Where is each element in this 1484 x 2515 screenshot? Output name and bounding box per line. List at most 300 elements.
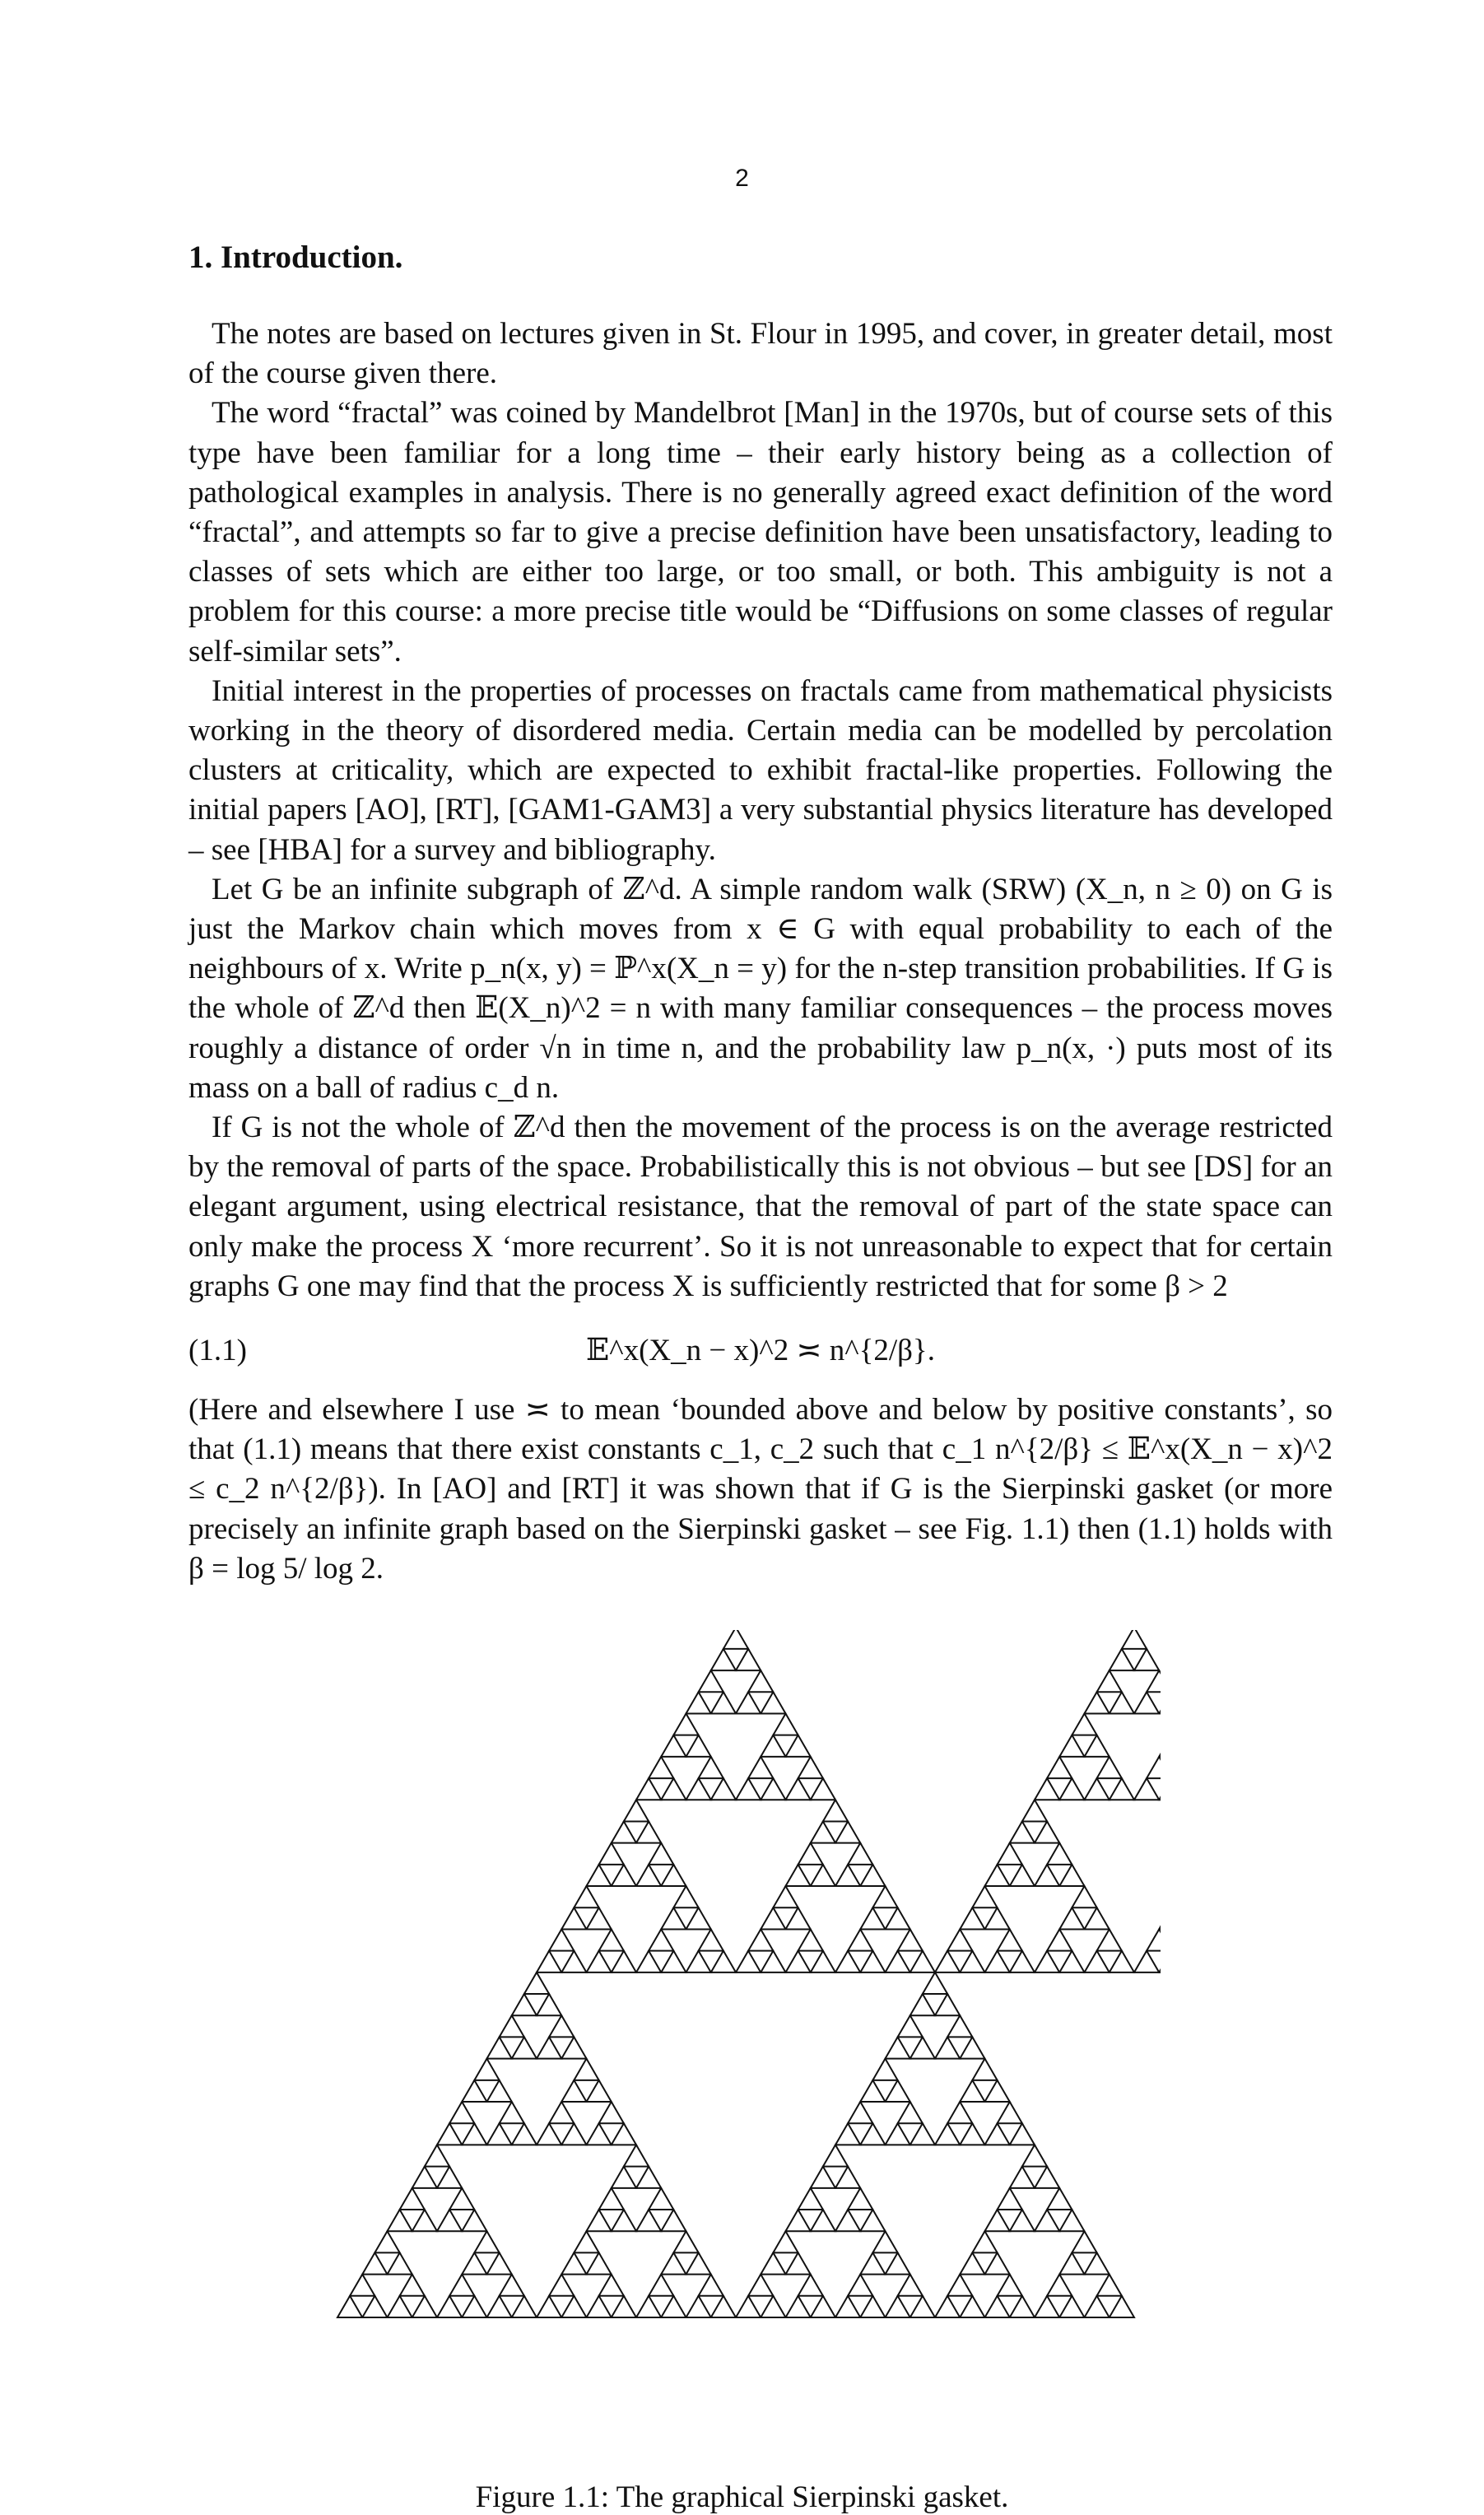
gasket-cell — [437, 2167, 462, 2188]
gasket-cell — [848, 2275, 872, 2296]
gasket-cell — [985, 1951, 1010, 1972]
gasket-cell — [487, 2123, 512, 2145]
gasket-cell — [985, 1865, 1010, 1886]
gasket-cell — [587, 1865, 612, 1886]
gasket-cell — [1097, 1670, 1122, 1692]
gasket-cell — [872, 1886, 897, 1907]
gasket-cell — [1085, 1735, 1110, 1757]
gasket-cell — [1035, 2210, 1059, 2231]
gasket-cell — [848, 1929, 872, 1950]
equation-label: (1.1) — [188, 1334, 247, 1368]
paragraph-after-equation: (Here and elsewhere I use ≍ to mean ‘bounded above and below by positive constants’, so that (1.1) means that there exist constants c_1, c_2 such that c_1 n^{2/β} ≤ 𝔼^x(X_n − x)^2 ≤ c_2 n^{2/β}). In [AO] and [RT] it was shown that if G is the Sierpinski gasket (or more precisely an infinite graph based on the Sierpinski gasket – see Fig. 1.1) then (1.1) holds with β = log 5/ log 2. — [188, 1393, 1333, 1586]
gasket-cell — [1047, 1843, 1072, 1865]
gasket-cell — [798, 2275, 823, 2296]
gasket-cell — [1035, 1778, 1059, 1800]
gasket-cell — [561, 1951, 586, 1972]
gasket-cell — [1035, 1951, 1059, 1972]
gasket-cell — [686, 1778, 711, 1800]
gasket-cell — [923, 1972, 947, 1994]
gasket-cell — [798, 1843, 823, 1865]
gasket-cell — [636, 1951, 661, 1972]
gasket-cell — [462, 2252, 486, 2274]
gasket-cell — [624, 2145, 649, 2166]
gasket-cell — [612, 1951, 636, 1972]
gasket-cell — [860, 2252, 885, 2274]
gasket-cell — [773, 1886, 798, 1907]
gasket-cell — [561, 2123, 586, 2145]
gasket-cell — [848, 2188, 872, 2210]
gasket-cell — [537, 2037, 561, 2058]
paragraph-1: The notes are based on lectures given in St. Flour in 1995, and cover, in greater detail, most of the course given there. — [188, 317, 1333, 391]
gasket-cell — [1134, 1649, 1159, 1670]
gasket-cell — [537, 2123, 561, 2145]
gasket-cell — [462, 2296, 486, 2317]
gasket-cell — [872, 2231, 897, 2252]
gasket-cell — [561, 2080, 586, 2102]
gasket-cell — [524, 1972, 549, 1994]
gasket-cell — [886, 1951, 910, 1972]
gasket-cell — [898, 2102, 923, 2123]
gasket-cell — [1085, 1951, 1110, 1972]
gasket-cell — [960, 2252, 984, 2274]
gasket-cell — [886, 2252, 910, 2274]
gasket-cell — [1035, 2296, 1059, 2317]
gasket-cell — [811, 1865, 835, 1886]
gasket-cell — [612, 2296, 636, 2317]
gasket-cell — [786, 1951, 811, 1972]
gasket-cell — [661, 1907, 686, 1929]
gasket-cell — [362, 2252, 387, 2274]
gasket-cell — [1134, 1692, 1159, 1713]
gasket-cell — [910, 2037, 935, 2058]
gasket-cell — [661, 2252, 686, 2274]
gasket-cell — [1110, 2296, 1134, 2317]
gasket-cell — [462, 2210, 486, 2231]
gasket-cell — [960, 1907, 984, 1929]
gasket-cell — [549, 2015, 574, 2037]
gasket-cell — [661, 1735, 686, 1757]
gasket-cell — [835, 1951, 860, 1972]
gasket-cell — [761, 1692, 785, 1713]
gasket-cell — [1010, 1865, 1035, 1886]
gasket-cell — [761, 1907, 785, 1929]
gasket-cell — [761, 2296, 785, 2317]
gasket-cell — [886, 2123, 910, 2145]
gasket-cell — [400, 2188, 425, 2210]
gasket-cell — [886, 2296, 910, 2317]
gasket-cell — [699, 1757, 723, 1778]
gasket-cell — [910, 1951, 935, 1972]
gasket-cell — [1110, 1692, 1134, 1713]
gasket-cell — [798, 1757, 823, 1778]
gasket-cell — [1072, 1713, 1096, 1735]
body-text — [188, 314, 1333, 1589]
gasket-cell — [599, 2102, 624, 2123]
gasket-cell — [935, 2296, 960, 2317]
gasket-cell — [860, 2080, 885, 2102]
gasket-cell — [612, 1821, 636, 1842]
gasket-cell — [686, 1951, 711, 1972]
gasket-cell — [1010, 2210, 1035, 2231]
gasket-cell — [1159, 1951, 1161, 1972]
gasket-cell — [985, 1907, 1010, 1929]
gasket-cell — [1122, 1630, 1147, 1649]
gasket-cell — [462, 2123, 486, 2145]
gasket-cell — [1022, 2145, 1047, 2166]
gasket-cell — [449, 2102, 474, 2123]
gasket-cell — [985, 2210, 1010, 2231]
gasket-cell — [673, 1713, 698, 1735]
gasket-cell — [736, 1649, 761, 1670]
gasket-cell — [811, 2167, 835, 2188]
gasket-cell — [1059, 1735, 1084, 1757]
gasket-cell — [374, 2231, 399, 2252]
gasket-cell — [910, 2123, 935, 2145]
gasket-cell — [512, 2296, 537, 2317]
gasket-cell — [686, 1692, 711, 1713]
gasket-cell — [761, 1951, 785, 1972]
gasket-cell — [500, 2015, 524, 2037]
gasket-cell — [1035, 2167, 1059, 2188]
gasket-cell — [487, 2037, 512, 2058]
gasket-cell — [673, 1886, 698, 1907]
gasket-cell — [786, 2296, 811, 2317]
gasket-cell — [860, 1865, 885, 1886]
gasket-cell — [748, 2275, 773, 2296]
gasket-cell — [1097, 1929, 1122, 1950]
gasket-cell — [910, 1994, 935, 2015]
gasket-cell — [686, 1907, 711, 1929]
gasket-cell — [462, 2080, 486, 2102]
gasket-cell — [835, 2210, 860, 2231]
gasket-cell — [661, 2210, 686, 2231]
gasket-cell — [437, 2123, 462, 2145]
gasket-cell — [412, 2296, 437, 2317]
gasket-cell — [636, 2210, 661, 2231]
gasket-cell — [599, 2275, 624, 2296]
gasket-cell — [960, 2037, 984, 2058]
gasket-cell — [649, 2275, 673, 2296]
section-heading — [188, 239, 402, 276]
gasket-cell — [636, 2167, 661, 2188]
figure-caption: Figure 1.1: The graphical Sierpinski gasket. — [475, 2480, 1009, 2514]
gasket-cell — [1085, 2252, 1110, 2274]
gasket-cell — [661, 1951, 686, 1972]
gasket-cell — [1010, 2123, 1035, 2145]
gasket-cell — [1097, 1757, 1122, 1778]
gasket-cell — [998, 2188, 1022, 2210]
gasket-cell — [736, 1692, 761, 1713]
gasket-cell — [1035, 1821, 1059, 1842]
gasket-cell — [711, 1951, 736, 1972]
gasket-cell — [337, 2296, 362, 2317]
gasket-cell — [574, 1886, 598, 1907]
gasket-cell — [935, 2037, 960, 2058]
gasket-cell — [711, 1778, 736, 1800]
gasket-cell — [661, 2296, 686, 2317]
gasket-cell — [811, 2210, 835, 2231]
gasket-cell — [1147, 1929, 1161, 1950]
gasket-cell — [823, 1800, 848, 1821]
gasket-cell — [1059, 2252, 1084, 2274]
gasket-cell — [425, 2145, 449, 2166]
paragraph-4: Let G be an infinite subgraph of ℤ^d. A simple random walk (SRW) (X_n, n ≥ 0) on G is just the Markov chain which moves from x ∈ G with equal probability to each of the neighbours of x. Write p_n(x, y) = ℙ^x(X_n = y) for the n-step transition probabilities. If G is the whole of ℤ^d then 𝔼(X_n)^2 = n with many familiar consequences – the process moves roughly a distance of order √n in time n, and the probability law p_n(x, ·) puts most of its mass on a ball of radius c_d n. — [188, 872, 1333, 1105]
gasket-cell — [612, 2123, 636, 2145]
gasket-cell — [587, 2252, 612, 2274]
gasket-cell — [388, 2252, 412, 2274]
equation-expression: 𝔼^x(X_n − x)^2 ≍ n^{2/β}. — [586, 1334, 935, 1368]
gasket-cell — [835, 1865, 860, 1886]
gasket-cell — [487, 2252, 512, 2274]
gasket-cell — [612, 1865, 636, 1886]
gasket-cell — [400, 2275, 425, 2296]
gasket-cell — [561, 2252, 586, 2274]
gasket-cell — [998, 1929, 1022, 1950]
gasket-cell — [1159, 1907, 1161, 1929]
gasket-cell — [998, 1843, 1022, 1865]
gasket-cell — [960, 2296, 984, 2317]
gasket-cell — [1072, 2231, 1096, 2252]
gasket-cell — [388, 2210, 412, 2231]
gasket-cell — [1085, 1778, 1110, 1800]
gasket-cell — [935, 2123, 960, 2145]
gasket-cell — [910, 2296, 935, 2317]
gasket-cell — [1159, 1692, 1161, 1713]
gasket-cell — [1022, 1800, 1047, 1821]
gasket-cell — [860, 1951, 885, 1972]
gasket-cell — [636, 2296, 661, 2317]
gasket-cell — [537, 2296, 561, 2317]
gasket-cell — [985, 2296, 1010, 2317]
gasket-cell — [998, 2275, 1022, 2296]
gasket-cell — [898, 2015, 923, 2037]
gasket-cell — [786, 1907, 811, 1929]
gasket-cell — [786, 2210, 811, 2231]
gasket-cell — [786, 1865, 811, 1886]
gasket-cell — [811, 1778, 835, 1800]
sierpinski-gasket-figure — [321, 1630, 1161, 2461]
gasket-cell — [773, 1713, 798, 1735]
gasket-cell — [935, 1994, 960, 2015]
gasket-cell — [972, 1886, 997, 1907]
gasket-cell — [860, 2123, 885, 2145]
gasket-cell — [761, 1778, 785, 1800]
gasket-cell — [549, 2275, 574, 2296]
gasket-cell — [723, 1630, 748, 1649]
gasket-cell — [587, 2210, 612, 2231]
gasket-cell — [1110, 1951, 1134, 1972]
page-number: 2 — [735, 165, 749, 192]
equation-1-1 — [188, 1310, 1333, 1390]
gasket-cell — [649, 2188, 673, 2210]
gasket-cell — [388, 2296, 412, 2317]
gasket-cell — [474, 2059, 499, 2080]
gasket-cell — [649, 1929, 673, 1950]
gasket-cell — [748, 1929, 773, 1950]
gasket-cell — [798, 2188, 823, 2210]
gasket-cell — [574, 2231, 598, 2252]
gasket-cell — [1059, 1778, 1084, 1800]
gasket-cell — [561, 1907, 586, 1929]
gasket-cell — [686, 2296, 711, 2317]
gasket-cell — [437, 2210, 462, 2231]
gasket-cell — [898, 2275, 923, 2296]
gasket-cell — [512, 1994, 537, 2015]
gasket-cell — [736, 2296, 761, 2317]
gasket-cell — [412, 2167, 437, 2188]
gasket-cell — [1010, 2296, 1035, 2317]
gasket-cell — [636, 1821, 661, 1842]
gasket-cell — [599, 2188, 624, 2210]
gasket-cell — [1047, 2188, 1072, 2210]
gasket-cell — [998, 2102, 1022, 2123]
gasket-cell — [1147, 1670, 1161, 1692]
gasket-cell — [786, 2252, 811, 2274]
gasket-cell — [886, 2037, 910, 2058]
gasket-cell — [960, 2080, 984, 2102]
gasket-cell — [748, 1670, 773, 1692]
gasket-cell — [537, 1994, 561, 2015]
gasket-cell — [500, 2275, 524, 2296]
gasket-cell — [512, 2037, 537, 2058]
gasket-cell — [1047, 1757, 1072, 1778]
gasket-cell — [835, 2167, 860, 2188]
gasket-cell — [711, 2296, 736, 2317]
gasket-cell — [449, 2188, 474, 2210]
gasket-cell — [886, 2080, 910, 2102]
gasket-cell — [1059, 1951, 1084, 1972]
gasket-cell — [960, 1951, 984, 1972]
gasket-cell — [1047, 2275, 1072, 2296]
gasket-cell — [835, 2123, 860, 2145]
paragraph-5: If G is not the whole of ℤ^d then the movement of the process is on the average restricted by the removal of parts of the space. Probabilistically this is not obvious – but see [DS] for an elegant argument, using electrical resistance, that the removal of part of the state space can only make the process X ‘more recurrent’. So it is not unreasonable to expect that for certain graphs G one may find that the process X is sufficiently restricted that for some β > 2 — [188, 1111, 1333, 1303]
gasket-cell — [612, 2167, 636, 2188]
gasket-cell — [1110, 1778, 1134, 1800]
gasket-cell — [960, 2123, 984, 2145]
gasket-cell — [811, 1951, 835, 1972]
gasket-cell — [1059, 1907, 1084, 1929]
gasket-cell — [673, 2231, 698, 2252]
gasket-cell — [848, 2102, 872, 2123]
gasket-cell — [661, 1778, 686, 1800]
gasket-cell — [872, 2059, 897, 2080]
gasket-cell — [574, 2059, 598, 2080]
gasket-cell — [1072, 1886, 1096, 1907]
gasket-cell — [1134, 1951, 1159, 1972]
gasket-cell — [811, 2296, 835, 2317]
gasket-cell — [1085, 1692, 1110, 1713]
gasket-cell — [350, 2275, 374, 2296]
gasket-cell — [362, 2296, 387, 2317]
gasket-cell — [1047, 1929, 1072, 1950]
gasket-cell — [786, 1778, 811, 1800]
gasket-cell — [449, 2275, 474, 2296]
gasket-cell — [412, 2210, 437, 2231]
gasket-cell — [699, 1929, 723, 1950]
gasket-cell — [711, 1649, 736, 1670]
gasket-cell — [599, 1929, 624, 1950]
gasket-cell — [437, 2296, 462, 2317]
gasket-cell — [636, 1865, 661, 1886]
figure-1-1 — [321, 1630, 1161, 2461]
gasket-cell — [636, 1778, 661, 1800]
gasket-cell — [947, 2102, 972, 2123]
gasket-cell — [886, 1907, 910, 1929]
gasket-cell — [561, 2037, 586, 2058]
gasket-cell — [947, 2275, 972, 2296]
gasket-cell — [972, 2059, 997, 2080]
gasket-cell — [649, 1757, 673, 1778]
paragraph-2: The word “fractal” was coined by Mandelbrot [Man] in the 1970s, but of course sets of this type have been familiar for a long time – their early history being as a collection of pathological examples in analysis. There is no generally agreed exact definition of the word “fractal”, and attempts so far to give a precise definition have been unsatisfactory, leading to classes of sets which are either too large, or too small, or both. This ambiguity is not a problem for this course: a more precise title would be “Diffusions on some classes of regular self-similar sets”. — [188, 396, 1333, 668]
gasket-cell — [587, 2123, 612, 2145]
gasket-cell — [1010, 1821, 1035, 1842]
gasket-cell — [1010, 1951, 1035, 1972]
gasket-cell — [686, 1735, 711, 1757]
gasket-cell — [823, 2145, 848, 2166]
gasket-cell — [947, 2015, 972, 2037]
gasket-cell — [835, 2296, 860, 2317]
gasket-cell — [1159, 1735, 1161, 1757]
gasket-cell — [1059, 2296, 1084, 2317]
gasket-cell — [1085, 1907, 1110, 1929]
gasket-cell — [699, 1670, 723, 1692]
gasket-cell — [561, 2296, 586, 2317]
paragraph-3: Initial interest in the properties of processes on fractals came from mathematical physicists working in the theory of disordered media. Certain media can be modelled by percolation clusters at criticality, which are expected to exhibit fractal-like properties. Following the initial papers [AO], [RT], [GAM1-GAM3] a very substantial physics literature has developed – see [HBA] for a survey and bibliography. — [188, 673, 1333, 867]
gasket-cell — [587, 1907, 612, 1929]
gasket-cell — [811, 1821, 835, 1842]
gasket-cell — [860, 2296, 885, 2317]
gasket-cell — [835, 1821, 860, 1842]
gasket-cell — [985, 2080, 1010, 2102]
gasket-cell — [985, 2123, 1010, 2145]
gasket-cell — [474, 2231, 499, 2252]
gasket-cell — [860, 1907, 885, 1929]
gasket-cell — [798, 1929, 823, 1950]
gasket-cell — [599, 1843, 624, 1865]
gasket-cell — [711, 1692, 736, 1713]
gasket-cell — [860, 2210, 885, 2231]
gasket-cell — [761, 1735, 785, 1757]
gasket-cell — [736, 1951, 761, 1972]
gasket-cell — [1159, 1778, 1161, 1800]
gasket-cell — [487, 2080, 512, 2102]
gasket-cell — [612, 2210, 636, 2231]
section-number: 1. — [188, 240, 213, 275]
gasket-cell — [587, 2080, 612, 2102]
section-title: Introduction. — [221, 240, 403, 275]
gasket-cell — [512, 2123, 537, 2145]
gasket-cell — [1059, 2210, 1084, 2231]
gasket-cell — [549, 2102, 574, 2123]
gasket-cell — [624, 1800, 649, 1821]
gasket-cell — [748, 1757, 773, 1778]
gasket-cell — [898, 1929, 923, 1950]
gasket-cell — [947, 1929, 972, 1950]
gasket-cell — [661, 1865, 686, 1886]
gasket-cell — [500, 2102, 524, 2123]
gasket-cell — [1085, 2296, 1110, 2317]
gasket-cell — [587, 1951, 612, 1972]
gasket-cell — [985, 2252, 1010, 2274]
gasket-cell — [761, 2252, 785, 2274]
gasket-cell — [786, 1735, 811, 1757]
gasket-cell — [649, 1843, 673, 1865]
gasket-cell — [1097, 2275, 1122, 2296]
gasket-cell — [686, 2252, 711, 2274]
gasket-cell — [587, 2296, 612, 2317]
gasket-cell — [1059, 1865, 1084, 1886]
gasket-cell — [1147, 1757, 1161, 1778]
